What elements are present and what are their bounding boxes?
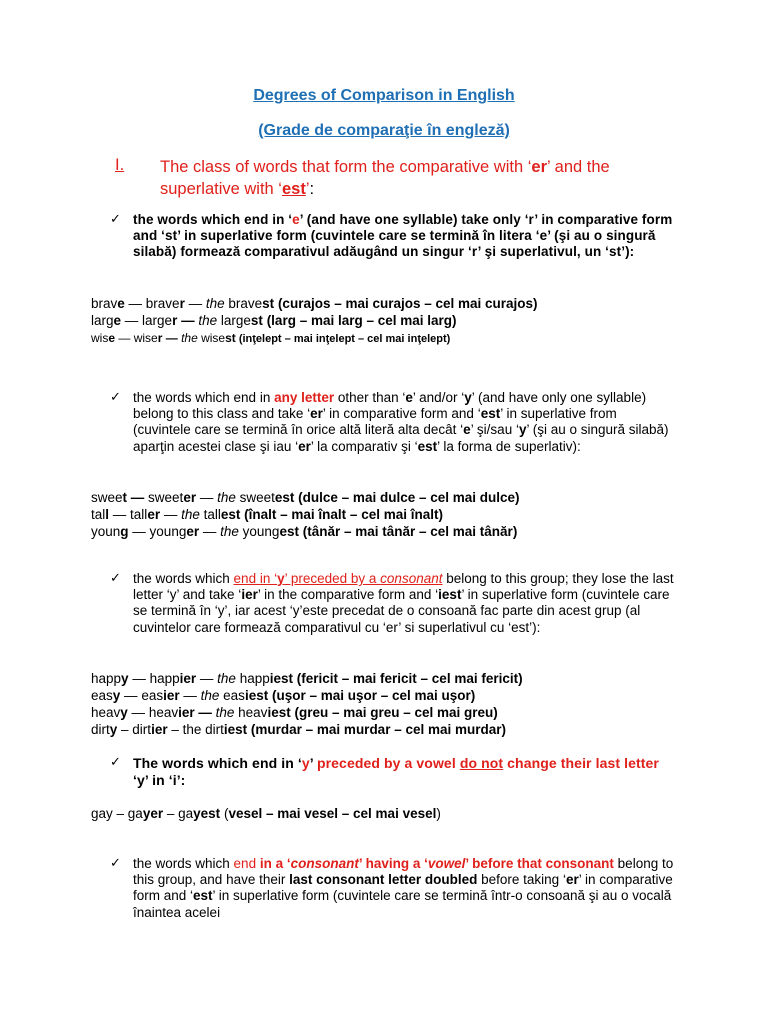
check-mark-icon: ✓ bbox=[110, 754, 121, 769]
check-mark-icon: ✓ bbox=[110, 389, 121, 404]
example-row: happy — happier — the happiest (fericit – mai fericit – cel mai fericit) bbox=[91, 671, 523, 686]
document-title: Degrees of Comparison in English bbox=[253, 87, 515, 104]
rule-2-text: the words which end in any letter other than ‘e’ and/or ‘y’ (and have only one syllable) belong to this class and take ‘er’ in comparative form and ‘est’ in superlative from (cuvintele care se termină în orice altă literă alta decât ‘e’ şi/sau ‘y’ (şi au o singură silabă) aparţin acestei clase şi iau ‘er’ la comparativ şi ‘est’ la forma de superlativ): bbox=[133, 390, 669, 454]
rule-3-text: the words which end in ‘y’ preceded by a consonant belong to this group; they lose the last letter ‘y’ and take ‘ier’ in the comparative form and ‘iest’ in superlative form (cuvintele care se termină în ‘y’, iar acest ‘y’este precedat de o consoană fac parte din acest grup (al cuvintelor care formează comparativul cu ‘er’ si superlativul cu ‘est’): bbox=[133, 571, 674, 635]
example-row: easy — easier — the easiest (uşor – mai uşor – cel mai uşor) bbox=[91, 688, 476, 703]
rule-1-text: the words which end in ‘e’ (and have one syllable) take only ‘r’ in comparative form and ‘st’ in superlative form (cuvintele care se termină în litera ‘e’ (şi au o singură silabă) formează comparativul adăugând un singur ‘r’ şi superlativul, un ‘st’): bbox=[133, 212, 673, 260]
example-row: gay – gayer – gayest (vesel – mai vesel – cel mai vesel) bbox=[91, 806, 441, 821]
check-mark-icon: ✓ bbox=[110, 855, 121, 870]
document-subtitle: (Grade de comparaţie în engleză) bbox=[258, 122, 510, 139]
example-row: dirty – dirtier – the dirtiest (murdar – mai murdar – cel mai murdar) bbox=[91, 722, 506, 737]
section-heading: The class of words that form the comparative with ‘er’ and the superlative with ‘est’: bbox=[160, 158, 610, 198]
rule-5-text: the words which end in a ‘consonant’ having a ‘vowel’ before that consonant belong to this group, and have their last consonant letter doubled before taking ‘er’ in comparative form and ‘est’ in superlative form (cuvintele care se termină într-o consoană şi au o vocală înaintea acelei bbox=[133, 856, 674, 920]
section-number: I. bbox=[115, 156, 125, 174]
example-row: heavy — heavier — the heaviest (greu – mai greu – cel mai greu) bbox=[91, 705, 498, 720]
check-mark-icon: ✓ bbox=[110, 570, 121, 585]
example-row: brave — braver — the bravest (curajos – mai curajos – cel mai curajos) bbox=[91, 296, 538, 311]
example-row: wise — wiser — the wisest (inţelept – mai inţelept – cel mai inţelept) bbox=[91, 331, 451, 345]
example-row: tall — taller — the tallest (înalt – mai înalt – cel mai înalt) bbox=[91, 507, 443, 522]
check-mark-icon: ✓ bbox=[110, 211, 121, 226]
example-row: sweet — sweeter — the sweetest (dulce – mai dulce – cel mai dulce) bbox=[91, 490, 520, 505]
example-row: young — younger — the youngest (tânăr – mai tânăr – cel mai tânăr) bbox=[91, 524, 518, 539]
rule-4-text: The words which end in ‘y’ preceded by a vowel do not change their last letter ‘y’ in ‘i’: bbox=[133, 755, 659, 788]
example-row: large — larger — the largest (larg – mai larg – cel mai larg) bbox=[91, 313, 457, 328]
